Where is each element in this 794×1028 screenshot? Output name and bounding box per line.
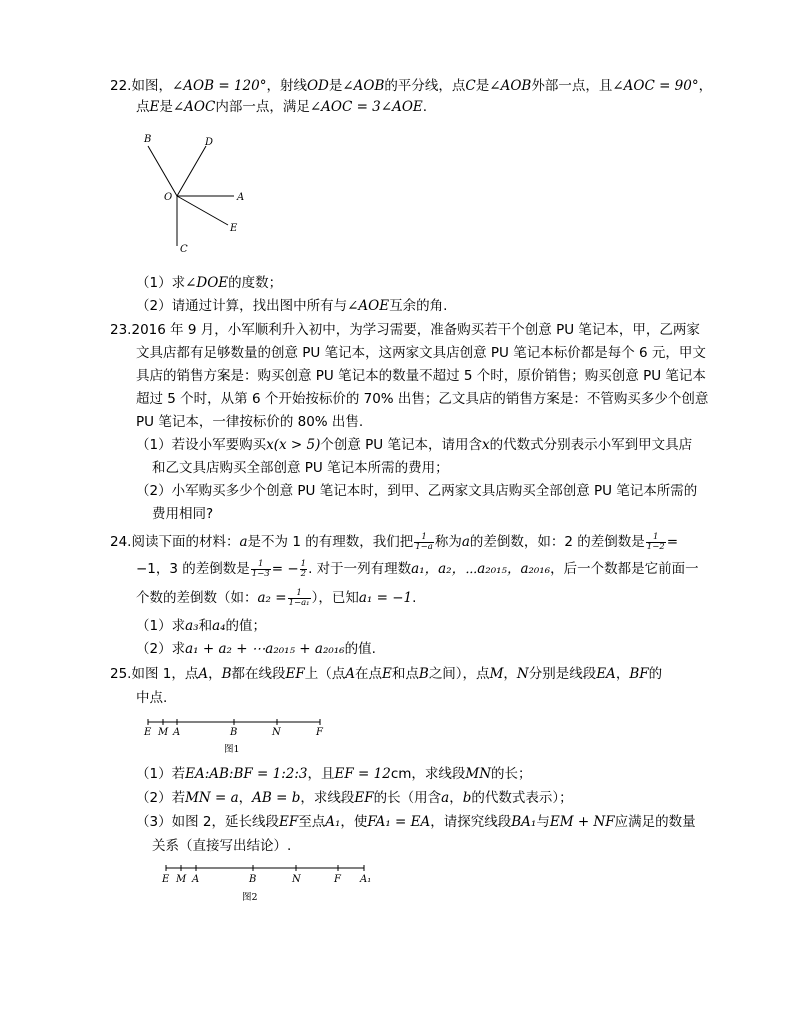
- figure1-caption: 图1: [224, 744, 240, 755]
- q25-number: 25.: [110, 666, 132, 682]
- fraction-denominator: 1−3: [251, 568, 270, 579]
- q25-text: 与: [536, 814, 550, 830]
- q24-text: =: [666, 534, 679, 550]
- q24-text: 的值.: [344, 641, 376, 657]
- q25-text: ，: [208, 666, 222, 682]
- q22-text: 如图，: [131, 78, 172, 94]
- q24-text: （1）求: [136, 618, 186, 634]
- q25-math: EF: [354, 790, 374, 806]
- q25-text: 至点: [298, 814, 326, 830]
- q25-text: 应满足的数量: [614, 814, 696, 830]
- ray-ob: [148, 146, 177, 196]
- q25-line2: [136, 688, 167, 708]
- q24-text: ，后一个数都是它前面一: [550, 561, 699, 577]
- q25-text: ，使: [340, 814, 368, 830]
- q22-math: ∠AOB: [342, 78, 385, 94]
- q25-math: M: [489, 666, 504, 682]
- q22-text: （1）求: [136, 275, 186, 291]
- label-n: N: [292, 874, 301, 885]
- q24-text: = −: [271, 561, 299, 577]
- q25-text: ，且: [307, 766, 335, 782]
- q22-text: 的平分线，点: [384, 78, 466, 94]
- q22-text: 互余的角.: [389, 298, 448, 314]
- q25-text: 之间），点: [428, 666, 490, 682]
- fraction-numerator: 1: [288, 589, 311, 599]
- q25-text: 中点.: [136, 690, 168, 706]
- q25-text: ，求线段: [300, 790, 355, 806]
- q22-text: 内部一点，满足: [215, 99, 310, 115]
- q24-math: a₄: [212, 618, 226, 634]
- q22-text: 是: [475, 78, 490, 94]
- q22-text: （2）请通过计算，找出图中所有与: [136, 298, 348, 314]
- q25-math: MN = a: [185, 790, 239, 806]
- fraction: [414, 533, 434, 552]
- q25-math: EM + NF: [549, 814, 615, 830]
- q25-math: A: [345, 666, 356, 682]
- q23-text: 超过 5 个时，从第 6 个开始按标价的 70% 出售；乙文具店的销售方案是：不管购买多少个创意: [136, 391, 709, 407]
- q25-math: B: [418, 666, 429, 682]
- fraction: [300, 560, 307, 579]
- label-e: E: [162, 874, 170, 885]
- q24-text: ），已知: [311, 590, 359, 606]
- q25-math: a: [441, 790, 450, 806]
- label-a: A: [237, 192, 245, 203]
- q25-text: 如图 1，点: [131, 666, 199, 682]
- q24-text: 称为: [434, 534, 462, 550]
- q25-text: 的: [648, 666, 663, 682]
- q25-text: ，请探究线段: [430, 814, 512, 830]
- q24-text: 阅读下面的材料：: [131, 534, 240, 550]
- q24-math: a₁，a₂，⋯a₂₀₁₅，a₂₀₁₆: [411, 561, 551, 577]
- q23-sub1: [136, 435, 692, 455]
- q22-math: ∠AOB: [489, 78, 532, 94]
- q22-math: ∠AOB = 120°: [171, 78, 267, 94]
- q24-text: . 对于一列有理数: [308, 561, 412, 577]
- q24-line2: [136, 559, 699, 579]
- q24-text: 和: [198, 618, 213, 634]
- q25-math: A₁: [325, 814, 341, 830]
- q25-text: ，: [238, 790, 253, 806]
- q25-math: b: [462, 790, 472, 806]
- q22-math: ∠AOC = 90°: [612, 78, 699, 94]
- q25-math: FA₁ = EA: [367, 814, 431, 830]
- fraction: [288, 589, 311, 608]
- q24-text: 的值；: [225, 618, 267, 634]
- label-e: E: [144, 727, 152, 738]
- q22-math: OD: [306, 78, 329, 94]
- q23-text: PU 笔记本，一律按标价的 80% 出售.: [136, 414, 364, 430]
- q22-angle-figure: [130, 128, 260, 256]
- label-a: A: [192, 874, 200, 885]
- q25-math: B: [221, 666, 232, 682]
- q24-text: −1，3 的差倒数是: [136, 561, 250, 577]
- label-n: N: [272, 727, 281, 738]
- fraction: [251, 560, 271, 579]
- q22-text: 是: [159, 99, 173, 115]
- q25-math: BF: [629, 666, 649, 682]
- q24-math: a₃: [185, 618, 199, 634]
- label-b: B: [230, 727, 238, 738]
- label-a: A: [173, 727, 181, 738]
- q25-text: 的长；: [491, 766, 532, 782]
- q25-text: 在点: [355, 666, 383, 682]
- q22-sub1: [136, 273, 282, 293]
- q25-text: 分别是线段: [528, 666, 597, 682]
- q25-text: （1）若: [136, 766, 186, 782]
- q25-figure1: [140, 716, 340, 758]
- q22-text: 点: [136, 99, 150, 115]
- label-c: C: [180, 244, 188, 255]
- q24-text: .: [412, 590, 417, 606]
- fraction-numerator: 1: [646, 533, 666, 543]
- q23-text: （2）小军购买多少个创意 PU 笔记本时，到甲、乙两家文具店购买全部创意 PU 笔记本所需的: [136, 483, 698, 499]
- q25-text: （2）若: [136, 790, 186, 806]
- q24-math: a: [239, 534, 248, 550]
- q22-math: ∠AOE: [347, 298, 390, 314]
- q25-math: N: [516, 666, 529, 682]
- q24-text: 个数的差倒数（如：: [136, 590, 258, 606]
- label-m: M: [158, 727, 169, 738]
- fraction-denominator: 1−2: [646, 541, 665, 552]
- q22-text: 外部一点，且: [531, 78, 613, 94]
- q25-line1: [110, 664, 662, 684]
- label-e: E: [230, 223, 238, 234]
- q23-line2: [136, 343, 706, 363]
- q25-text: ，: [449, 790, 463, 806]
- q23-math: x: [481, 437, 490, 453]
- q22-sub2: [136, 296, 447, 316]
- q25-text: cm，求线段: [390, 766, 466, 782]
- label-m: M: [176, 874, 187, 885]
- q24-line3: [136, 588, 416, 608]
- q25-text: 关系（直接写出结论）.: [152, 838, 292, 854]
- q24-number: 24.: [110, 534, 132, 550]
- q22-line1: [110, 76, 712, 96]
- fraction-denominator: 2: [300, 568, 307, 579]
- q22-math: E: [149, 99, 160, 115]
- label-d: D: [205, 137, 214, 148]
- q25-math: MN: [465, 766, 492, 782]
- q25-sub3: [136, 812, 696, 832]
- q23-line1: [110, 320, 700, 340]
- q23-text: 具店的销售方案是：购买创意 PU 笔记本的数量不超过 5 个时，原价销售；购买创意 PU 笔记本: [136, 368, 706, 384]
- q25-sub2: [136, 788, 573, 808]
- fraction: [646, 533, 666, 552]
- q24-text: （2）求: [136, 641, 186, 657]
- q25-sub1: [136, 764, 532, 784]
- q24-sub2: [136, 639, 376, 659]
- ray-oe: [177, 196, 228, 225]
- label-a1: A₁: [360, 874, 372, 885]
- q25-text: 和点: [391, 666, 419, 682]
- q25-text: 上（点: [304, 666, 346, 682]
- q24-text: 的差倒数，如：2 的差倒数是: [469, 534, 645, 550]
- q22-math: ∠AOC = 3∠AOE: [309, 99, 423, 115]
- label-b: B: [144, 134, 152, 145]
- q25-math: EF: [278, 814, 299, 830]
- q25-text: ，: [615, 666, 630, 682]
- q22-math: ∠AOC: [172, 99, 216, 115]
- label-f: F: [316, 727, 323, 738]
- q22-text: .: [422, 99, 428, 115]
- q25-text: 的长（用含: [373, 790, 442, 806]
- q25-sub3-cont: [152, 836, 291, 856]
- q23-text: 的代数式分别表示小军到甲文具店: [489, 437, 693, 453]
- q25-text: 的代数式表示）；: [471, 790, 573, 806]
- q23-sub2: [136, 481, 697, 501]
- q24-math: a₁ = −1: [358, 590, 413, 606]
- q25-text: 都在线段: [231, 666, 286, 682]
- q22-text: ，: [698, 78, 713, 94]
- q23-sub2-cont: [152, 504, 213, 524]
- q23-line4: [136, 389, 708, 409]
- q22-text: ，射线: [266, 78, 307, 94]
- q24-text: 是不为 1 的有理数，我们把: [247, 534, 414, 550]
- q25-math: EA:AB:BF = 1:2:3: [185, 766, 308, 782]
- q22-math: C: [465, 78, 476, 94]
- q23-math: x(x > 5): [266, 437, 321, 453]
- q24-sub1: [136, 616, 266, 636]
- q24-line1: [110, 532, 678, 552]
- q22-line2: [136, 97, 427, 117]
- q24-math: a₁ + a₂ + ⋯a₂₀₁₅ + a₂₀₁₆: [185, 641, 345, 657]
- label-o: O: [164, 192, 173, 203]
- q24-math: a: [461, 534, 470, 550]
- q23-text: 费用相同?: [152, 506, 214, 522]
- figure2-caption: 图2: [242, 892, 258, 903]
- q25-math: EF: [285, 666, 305, 682]
- q23-number: 23.: [110, 322, 132, 338]
- q25-math: AB = b: [252, 790, 301, 806]
- fraction-denominator: 1−a₁: [288, 597, 310, 608]
- label-b: B: [249, 874, 257, 885]
- q25-math: E: [382, 666, 392, 682]
- q25-text: ，: [503, 666, 517, 682]
- fraction-numerator: 1: [300, 558, 307, 569]
- q22-text: 的度数；: [228, 275, 283, 291]
- q22-math: ∠DOE: [185, 275, 229, 291]
- q23-text: 2016 年 9 月，小军顺利升入初中，为学习需要，准备购买若干个创意 PU 笔记本，甲，乙两家: [131, 322, 700, 338]
- q23-text: 和乙文具店购买全部创意 PU 笔记本所需的费用；: [152, 460, 449, 476]
- q25-math: A: [198, 666, 209, 682]
- label-f: F: [334, 874, 341, 885]
- q23-sub1-cont: [152, 458, 449, 478]
- q24-math: a₂ =: [257, 590, 287, 606]
- fraction-numerator: 1: [414, 533, 434, 543]
- q25-math: EF = 12: [334, 766, 391, 782]
- q23-text: 个创意 PU 笔记本，请用含: [320, 437, 482, 453]
- q25-figure2: [158, 862, 388, 906]
- q23-line3: [136, 366, 706, 386]
- q22-text: 是: [328, 78, 343, 94]
- fraction-numerator: 1: [251, 560, 271, 570]
- q23-text: 文具店都有足够数量的创意 PU 笔记本，这两家文具店创意 PU 笔记本标价都是每个 6 元，甲文: [136, 345, 706, 361]
- ray-od: [177, 146, 206, 196]
- q25-math: EA: [596, 666, 616, 682]
- q25-text: （3）如图 2，延长线段: [136, 814, 279, 830]
- q25-math: BA₁: [511, 814, 537, 830]
- q22-number: 22.: [110, 78, 132, 94]
- q23-text: （1）若设小军要购买: [136, 437, 267, 453]
- q23-line5: [136, 412, 363, 432]
- fraction-denominator: 1−a: [415, 541, 433, 552]
